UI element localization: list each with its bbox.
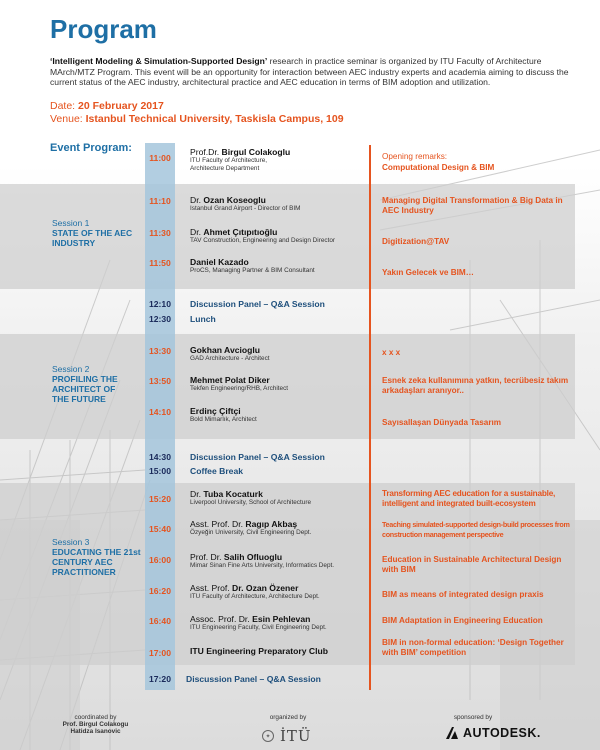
sponsored-by-label: sponsored by: [453, 714, 493, 721]
talk-title-prefix: Opening remarks:: [382, 152, 448, 161]
time-slot: 11:30: [149, 228, 171, 238]
discussion-panel: Discussion Panel – Q&A Session: [186, 674, 321, 684]
speaker: Prof.Dr. Birgul Colakoglu ITU Faculty of Architecture, Architecture Department: [190, 147, 291, 172]
speaker: Dr. Ozan Koseoglu Istanbul Grand Airport - Director of BIM: [190, 195, 301, 212]
speaker: Mehmet Polat Diker Tekfen Engineering/RHB, Architect: [190, 375, 289, 392]
time-slot: 16:00: [149, 555, 171, 565]
coordinator-name: Prof. Birgul Colakogu: [62, 721, 129, 728]
talk-title: Teaching simulated-supported design-build processes from construction management perspective: [382, 520, 570, 539]
talk-title: BIM Adaptation in Engineering Education: [382, 616, 543, 625]
event-venue: Venue: Istanbul Technical University, Taskisla Campus, 109: [50, 113, 344, 125]
time-slot: 12:10: [149, 299, 171, 309]
talk-title: Transforming AEC education for a sustainable, intelligent and integrated built-ecosystem: [382, 489, 556, 508]
organized-by-label: organized by: [269, 714, 307, 721]
event-date: Date: 20 February 2017: [50, 100, 164, 112]
speaker: ITU Engineering Preparatory Club: [190, 646, 328, 656]
speaker: Asst. Prof. Dr. Ozan Özener ITU Faculty of Architecture, Architecture Dept.: [190, 583, 320, 600]
talk-title: Yakın Gelecek ve BIM…: [382, 268, 474, 277]
talk-title: Computational Design & BIM: [382, 163, 495, 172]
speaker: Dr. Tuba Kocaturk Liverpool University, School of Architecture: [190, 489, 312, 506]
speaker: Prof. Dr. Salih Ofluoglu Mimar Sinan Fine Arts University, Informatics Dept.: [190, 552, 335, 569]
coffee-break: Coffee Break: [190, 466, 244, 476]
time-slot: 13:30: [149, 346, 171, 356]
lunch-break: Lunch: [190, 314, 216, 324]
time-slot: 17:00: [149, 648, 171, 658]
speaker: Erdinç Çiftçi Bold Mimarlık, Architect: [190, 406, 257, 423]
time-slot: 16:20: [149, 586, 171, 596]
time-slot: 11:00: [149, 153, 171, 163]
time-slot: 11:50: [149, 258, 171, 268]
time-slot: 13:50: [149, 376, 171, 386]
intro-paragraph: [50, 56, 580, 88]
time-slot: 15:20: [149, 494, 171, 504]
itu-seal-icon: ✦: [262, 730, 274, 742]
time-slot: 17:20: [149, 674, 171, 684]
time-slot: 11:10: [149, 196, 171, 206]
event-program-label: Event Program:: [50, 142, 132, 154]
talk-title: Sayısallaşan Dünyada Tasarım: [382, 418, 502, 427]
speaker: Gokhan Avcioglu GAD Architecture - Architect: [190, 345, 270, 362]
talk-title: x x x: [382, 348, 401, 357]
speaker: Assoc. Prof. Dr. Esin Pehlevan ITU Engineering Faculty, Civil Engineering Dept.: [190, 614, 327, 631]
coordinator-name: Hatidza Isanovic: [70, 728, 121, 735]
talk-title: Education in Sustainable Architectural Design with BIM: [382, 555, 562, 574]
talk-title: BIM as means of integrated design praxis: [382, 590, 544, 599]
time-slot: 16:40: [149, 616, 171, 626]
time-slot: 14:30: [149, 452, 171, 462]
seminar-title: ‘Intelligent Modeling & Simulation-Supported Design’: [50, 56, 268, 66]
itu-logo: ✦ İTÜ: [262, 727, 312, 745]
discussion-panel: Discussion Panel – Q&A Session: [190, 299, 325, 309]
autodesk-a-icon: [445, 726, 459, 740]
discussion-panel: Discussion Panel – Q&A Session: [190, 452, 325, 462]
talk-title: Esnek zeka kullanımına yatkın, tecrübesiz takım arkadaşları aranıyor..: [382, 376, 569, 395]
coordinators-block: coordinated by Prof. Birgul Colakogu Hatidza Isanovic: [48, 714, 143, 735]
talk-title: BIM in non-formal education: ‘Design Together with BIM’ competition: [382, 638, 564, 657]
session-3-label: Session 3 EDUCATING THE 21st CENTURY AEC PRACTITIONER: [52, 537, 141, 577]
time-slot: 15:00: [149, 466, 171, 476]
session-2-label: Session 2 PROFILING THE ARCHITECT OF THE FUTURE: [52, 364, 118, 404]
talk-title: Managing Digital Transformation & Big Data in AEC Industry: [382, 196, 563, 215]
speaker: Dr. Ahmet Çıtıpıtıoğlu TAV Construction, Engineering and Design Director: [190, 227, 336, 244]
time-slot: 15:40: [149, 524, 171, 534]
time-slot: 12:30: [149, 314, 171, 324]
page-title: Program: [50, 14, 157, 44]
speaker: Daniel Kazado ProCS, Managing Partner & BIM Consultant: [190, 257, 315, 274]
session-1-label: Session 1 STATE OF THE AEC INDUSTRY: [52, 218, 133, 248]
intro-body: research in practice seminar is organized by ITU Faculty of Architecture MArch/MTZ Program. This event will be an opportunity for interaction between AEC industry experts and academia aiming to discuss the current status of the AEC industry, architectural practice and AEC education in terms of BIM adoption and utilization.: [50, 56, 569, 87]
time-slot: 14:10: [149, 407, 171, 417]
autodesk-logo: AUTODESK.: [445, 726, 541, 740]
divider-line: [369, 145, 371, 690]
speaker: Asst. Prof. Dr. Ragıp Akbaş Özyeğin University, Civil Engineering Dept.: [190, 519, 312, 536]
talk-title: Digitization@TAV: [382, 237, 450, 246]
